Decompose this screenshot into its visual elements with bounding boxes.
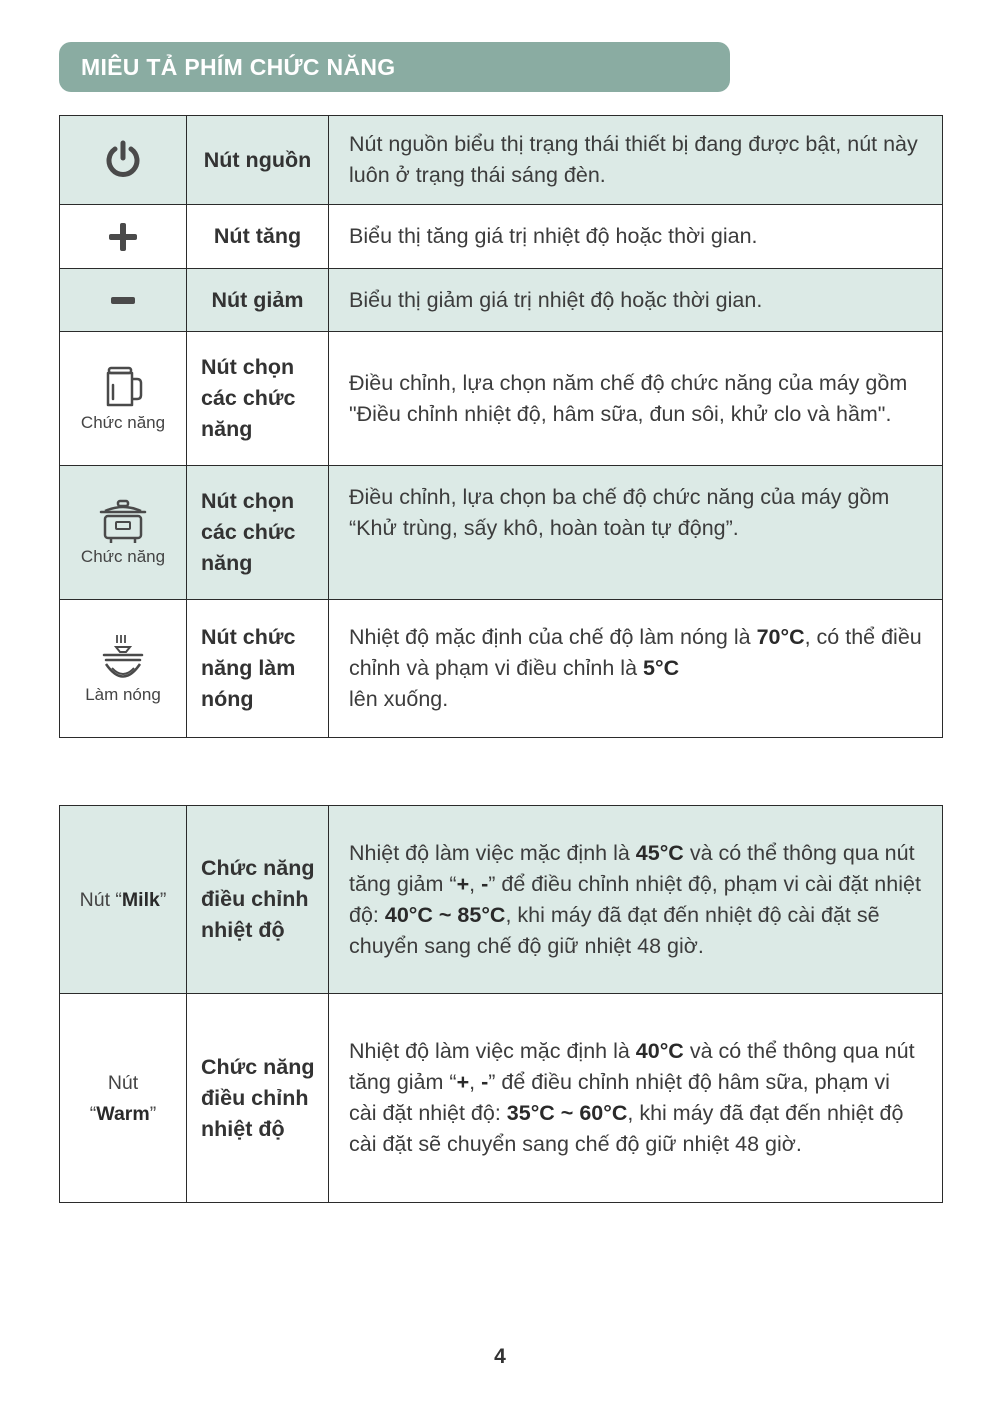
key-description: Nút nguồn biểu thị trạng thái thiết bị đang được bật, nút này luôn ở trạng thái sáng đèn. — [329, 116, 943, 205]
page-number: 4 — [494, 1345, 506, 1368]
desc-value: 40°C ~ 85°C — [384, 902, 506, 927]
key-description — [329, 600, 943, 738]
desc-value: + — [456, 1070, 470, 1094]
icon-cell — [60, 205, 187, 269]
section-title: MIÊU TẢ PHÍM CHỨC NĂNG — [81, 53, 396, 80]
desc-value: 45°C — [635, 840, 684, 865]
desc-text: Nhiệt độ làm việc mặc định là — [349, 840, 636, 865]
key-description: Điều chỉnh, lựa chọn ba chế độ chức năng của máy gồm “Khử trùng, sấy khô, hoàn toàn tự động”. — [329, 466, 943, 600]
key-label-cell — [60, 994, 187, 1203]
desc-text: lên xuống. — [349, 687, 449, 711]
temperature-keys-table — [59, 805, 943, 1203]
icon-cell — [60, 600, 187, 738]
key-name: Chức năng điều chỉnh nhiệt độ — [187, 994, 329, 1203]
desc-text: ” để điều chỉnh nhiệt độ hâm sữa, phạm vi cài đặt nhiệt độ: — [349, 1070, 890, 1125]
key-name: Nút chọn các chức năng — [187, 332, 329, 466]
key-name: Nút tăng — [187, 205, 329, 269]
desc-text: , — [469, 1070, 482, 1094]
desc-value: + — [456, 871, 470, 896]
desc-text: , khi máy đã đạt đến nhiệt độ cài đặt sẽ chuyển sang chế độ giữ nhiệt 48 giờ. — [349, 902, 880, 958]
key-name: Nút nguồn — [187, 116, 329, 205]
desc-text: và có thể thông qua nút tăng giảm “ — [349, 840, 915, 896]
icon-cell — [60, 269, 187, 332]
section-header — [59, 42, 730, 92]
key-description: Biểu thị giảm giá trị nhiệt độ hoặc thời gian. — [329, 269, 943, 332]
warm-key-label: Nút “Warm” — [89, 1072, 157, 1125]
desc-text: Nhiệt độ làm việc mặc định là — [349, 1039, 636, 1063]
desc-value: - — [481, 1070, 489, 1094]
desc-text: , khi máy đã đạt đến nhiệt độ cài đặt sẽ chuyển sang chế độ giữ nhiệt 48 giờ. — [349, 1101, 904, 1156]
key-name: Nút chọn các chức năng — [187, 466, 329, 600]
desc-text: , có thể điều chỉnh và phạm vi điều chỉnh là — [349, 625, 922, 680]
kettle-icon — [100, 365, 146, 411]
icon-label: Làm nóng — [85, 684, 161, 704]
desc-value: 70°C — [756, 625, 805, 649]
plus-icon — [107, 221, 139, 253]
key-description — [329, 806, 943, 994]
desc-text: , — [469, 871, 482, 896]
key-description: Điều chỉnh, lựa chọn năm chế độ chức năng của máy gồm "Điều chỉnh nhiệt độ, hâm sữa, đun sôi, khử clo và hầm". — [329, 332, 943, 466]
minus-icon — [110, 294, 136, 306]
power-icon — [103, 140, 143, 180]
table-row — [60, 205, 943, 269]
desc-value: - — [481, 871, 489, 896]
key-name: Nút chức năng làm nóng — [187, 600, 329, 738]
icon-cell — [60, 116, 187, 205]
desc-text: Nhiệt độ mặc định của chế độ làm nóng là — [349, 625, 757, 649]
desc-value: 5°C — [643, 656, 680, 680]
table-row — [60, 116, 943, 205]
desc-value: 35°C ~ 60°C — [506, 1101, 628, 1125]
desc-text: ” để điều chỉnh nhiệt độ, phạm vi cài đặt nhiệt độ: — [349, 871, 921, 927]
table-row — [60, 332, 943, 466]
icon-cell — [60, 466, 187, 600]
key-description — [329, 994, 943, 1203]
icon-cell — [60, 332, 187, 466]
icon-label: Chức năng — [80, 546, 166, 566]
table-row — [60, 269, 943, 332]
key-label-cell — [60, 806, 187, 994]
function-keys-table — [59, 115, 943, 738]
pot-icon — [99, 499, 147, 545]
table-row — [60, 806, 943, 994]
key-name: Chức năng điều chỉnh nhiệt độ — [187, 806, 329, 994]
table-row — [60, 466, 943, 600]
table-row — [60, 600, 943, 738]
desc-value: 40°C — [635, 1039, 684, 1063]
key-description: Biểu thị tăng giá trị nhiệt độ hoặc thời gian. — [329, 205, 943, 269]
milk-key-label: Nút “Milk” — [79, 889, 167, 911]
key-name: Nút giảm — [187, 269, 329, 332]
bowl-icon — [100, 633, 146, 683]
desc-text: và có thể thông qua nút tăng giảm “ — [349, 1039, 915, 1094]
table-row — [60, 994, 943, 1203]
icon-label: Chức năng — [80, 412, 166, 432]
